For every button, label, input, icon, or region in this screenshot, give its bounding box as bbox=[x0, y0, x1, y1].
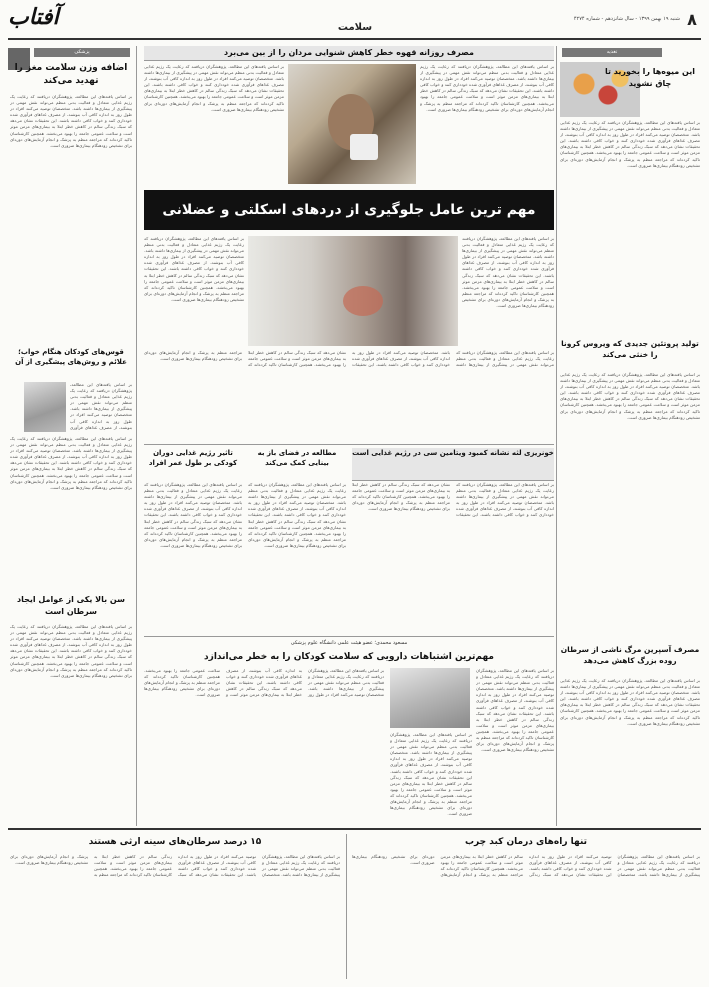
aspirin-headline: مصرف آسپرین مرگ ناشی از سرطان روده بزرگ کاهش می‌دهد bbox=[560, 645, 700, 665]
coffee-headline: مصرف روزانه قهوه خطر کاهش شنوایی مردان را از بین می‌برد bbox=[144, 46, 554, 61]
overweight-body: بر اساس یافته‌های این مطالعه، پژوهشگران دریافتند که رعایت یک رژیم غذایی متعادل و فعالیت بدنی منظم می‌تواند نقش مهمی در پیشگیری از بیماری‌ها داشته باشد. متخصصان توصیه می‌کنند افراد در طول روز به اندازه کافی آب بنوشند، از مصرف غذاهای فرآوری شده خودداری کنند و خواب کافی داشته باشند. این تحقیقات نشان می‌دهد که سبک زندگی سالم در کاهش خطر ابتلا به بیماری‌های مزمن موثر است و سلامت عمومی جامعه را بهبود می‌بخشد. همچنین کارشناسان تاکید کرده‌اند که مراجعه منظم به پزشک و انجام آزمایش‌های دوره‌ای برای تشخیص زودهنگام بیماری‌ها ضروری است. bbox=[10, 94, 132, 148]
child-sleep-body-a: بر اساس یافته‌های این مطالعه، پژوهشگران دریافتند که رعایت یک رژیم غذایی متعادل و فعالیت بدنی منظم می‌تواند نقش مهمی در پیشگیری از بیماری‌ها داشته باشد. متخصصان توصیه می‌کنند افراد در طول روز به اندازه کافی آب بنوشند، از مصرف غذاهای فرآوری bbox=[70, 382, 132, 430]
age-cancer-body: بر اساس یافته‌های این مطالعه، پژوهشگران دریافتند که رعایت یک رژیم غذایی متعادل و فعالیت بدنی منظم می‌تواند نقش مهمی در پیشگیری از بیماری‌ها داشته باشد. متخصصان توصیه می‌کنند افراد در طول روز به اندازه کافی آب بنوشند، از مصرف غذاهای فرآوری شده خودداری کنند و خواب کافی داشته باشند. این تحقیقات نشان می‌دهد که سبک زندگی سالم در کاهش خطر ابتلا به بیماری‌های مزمن موثر است و سلامت عمومی جامعه را بهبود می‌بخشد. همچنین کارشناسان تاکید کرده‌اند که مراجعه منظم به پزشک و انجام آزمایش‌های دوره‌ای برای تشخیص زودهنگام بیماری‌ها ضروری است. bbox=[10, 624, 132, 678]
back-pain-photo bbox=[248, 236, 458, 346]
breathing-headline: مطالعه در فضای باز به بینایی کمک می‌کند bbox=[257, 449, 337, 467]
overweight-headline: اضافه وزن سلامت مغز را تهدید می‌کند bbox=[14, 63, 128, 86]
child-sleep-headline: قوس‌های کودکان هنگام خواب؛ علائم و روش‌های پیشگیری از آن bbox=[15, 348, 127, 366]
fruits-headline: این میوه‌ها را بخورید تا چاق نشوید bbox=[605, 67, 695, 88]
column-rule-right bbox=[556, 46, 557, 826]
main-body-b: بر اساس یافته‌های این مطالعه، پژوهشگران دریافتند که رعایت یک رژیم غذایی متعادل و فعالیت بدنی منظم می‌تواند نقش مهمی در پیشگیری از بیماری‌ها داشته باشد. متخصصان توصیه می‌کنند افراد در طول روز به اندازه کافی آب بنوشند، از مصرف غذاهای فرآوری شده خودداری کنند و خواب کافی داشته باشند. این تحقیقات نشان می‌دهد که سبک زندگی سالم در کاهش خطر ابتلا به بیماری‌های مزمن موثر است و سلامت عمومی جامعه را بهبود می‌بخشد. همچنین کارشناسان تاکید کرده‌اند که مراجعه منظم به پزشک و انجام آزمایش‌های دوره‌ای برای تشخیص زودهنگام بیماری‌ها ضروری است. bbox=[462, 236, 554, 309]
main-banner: مهم ترین عامل جلوگیری از دردهای اسکلتی و عضلانی bbox=[144, 190, 554, 230]
fat-body: بر اساس یافته‌های این مطالعه، پژوهشگران دریافتند که رعایت یک رژیم غذایی متعادل و فعالیت بدنی منظم می‌تواند نقش مهمی در پیشگیری از بیماری‌ها داشته باشد. متخصصان توصیه می‌کنند افراد در طول روز به اندازه کافی آب بنوشند، از مصرف غذاهای فرآوری شده خودداری کنند و خواب کافی داشته باشند. این تحقیقات نشان می‌دهد که سبک زندگی سالم در کاهش خطر ابتلا به بیماری‌های مزمن موثر است و سلامت عمومی جامعه را بهبود می‌بخشد. همچنین کارشناسان تاکید کرده‌اند که مراجعه منظم به پزشک و انجام آزمایش‌های دوره‌ای برای تشخیص زودهنگام بیماری‌ها ضروری است. bbox=[352, 854, 700, 878]
main-body-a: بر اساس یافته‌های این مطالعه، پژوهشگران دریافتند که رعایت یک رژیم غذایی متعادل و فعالیت بدنی منظم می‌تواند نقش مهمی در پیشگیری از بیماری‌ها داشته باشد. متخصصان توصیه می‌کنند افراد در طول روز به اندازه کافی آب بنوشند، از مصرف غذاهای فرآوری شده خودداری کنند و خواب کافی داشته باشند. این تحقیقات نشان می‌دهد که سبک زندگی سالم در کاهش خطر ابتلا به بیماری‌های مزمن موثر است و سلامت عمومی جامعه را بهبود می‌بخشد. همچنین کارشناسان تاکید کرده‌اند که مراجعه منظم به پزشک و انجام آزمایش‌های دوره‌ای برای تشخیص زودهنگام بیماری‌ها ضروری است. bbox=[144, 236, 244, 302]
child-diet-body: بر اساس یافته‌های این مطالعه، پژوهشگران دریافتند که رعایت یک رژیم غذایی متعادل و فعالیت بدنی منظم می‌تواند نقش مهمی در پیشگیری از بیماری‌ها داشته باشد. متخصصان توصیه می‌کنند افراد در طول روز به اندازه کافی آب بنوشند، از مصرف غذاهای فرآوری شده خودداری کنند و خواب کافی داشته باشند. این تحقیقات نشان می‌دهد که سبک زندگی سالم در کاهش خطر ابتلا به بیماری‌های مزمن موثر است و سلامت عمومی جامعه را بهبود می‌بخشد. همچنین کارشناسان تاکید کرده‌اند که مراجعه منظم به پزشک و انجام آزمایش‌های دوره‌ای برای تشخیص زودهنگام بیماری‌ها ضروری است. bbox=[144, 482, 242, 548]
child-sleep-photo bbox=[24, 382, 66, 432]
age-cancer-headline: سن بالا یکی از عوامل ایجاد سرطان است bbox=[17, 595, 125, 616]
child-drug-body-b: بر اساس یافته‌های این مطالعه، پژوهشگران دریافتند که رعایت یک رژیم غذایی متعادل و فعالیت بدنی منظم می‌تواند نقش مهمی در پیشگیری از بیماری‌ها داشته باشد. متخصصان توصیه می‌کنند افراد در طول روز به اندازه کافی آب بنوشند، از مصرف غذاهای فرآوری شده خودداری کنند و خواب کافی داشته باشند. این تحقیقات نشان می‌دهد که سبک زندگی سالم در کاهش خطر ابتلا به بیماری‌های مزمن موثر است و سلامت عمومی جامعه را بهبود می‌بخشد. همچنین کارشناسان تاکید کرده‌اند که مراجعه منظم به پزشک و انجام آزمایش‌های دوره‌ای برای تشخیص زودهنگام بیماری‌ها ضروری است. bbox=[476, 668, 554, 753]
masthead-rule bbox=[8, 38, 701, 40]
coffee-photo bbox=[288, 64, 416, 184]
cancer15-headline: ۱۵ درصد سرطان‌های سینه ارثی هستند bbox=[88, 837, 262, 847]
coffee-body-b: بر اساس یافته‌های این مطالعه، پژوهشگران دریافتند که رعایت یک رژیم غذایی متعادل و فعالیت بدنی منظم می‌تواند نقش مهمی در پیشگیری از بیماری‌ها داشته باشد. متخصصان توصیه می‌کنند افراد در طول روز به اندازه کافی آب بنوشند، از مصرف غذاهای فرآوری شده خودداری کنند و خواب کافی داشته باشند. این تحقیقات نشان می‌دهد که سبک زندگی سالم در کاهش خطر ابتلا به بیماری‌های مزمن موثر است و سلامت عمومی جامعه را بهبود می‌بخشد. همچنین کارشناسان تاکید کرده‌اند که مراجعه منظم به پزشک و انجام آزمایش‌های دوره‌ای برای تشخیص زودهنگام بیماری‌ها ضروری است. bbox=[420, 64, 554, 112]
breathing-body: بر اساس یافته‌های این مطالعه، پژوهشگران دریافتند که رعایت یک رژیم غذایی متعادل و فعالیت بدنی منظم می‌تواند نقش مهمی در پیشگیری از بیماری‌ها داشته باشد. متخصصان توصیه می‌کنند افراد در طول روز به اندازه کافی آب بنوشند، از مصرف غذاهای فرآوری شده خودداری کنند و خواب کافی داشته باشند. این تحقیقات نشان می‌دهد که سبک زندگی سالم در کاهش خطر ابتلا به بیماری‌های مزمن موثر است و سلامت عمومی جامعه را بهبود می‌بخشد. همچنین کارشناسان تاکید کرده‌اند که مراجعه منظم به پزشک و انجام آزمایش‌های دوره‌ای برای تشخیص زودهنگام بیماری‌ها ضروری است. bbox=[248, 482, 346, 548]
bottom-column-rule bbox=[346, 834, 347, 979]
vitamin-d-body: بر اساس یافته‌های این مطالعه، پژوهشگران دریافتند که رعایت یک رژیم غذایی متعادل و فعالیت بدنی منظم می‌تواند نقش مهمی در پیشگیری از بیماری‌ها داشته باشد. متخصصان توصیه می‌کنند افراد در طول روز به اندازه کافی آب بنوشند، از مصرف غذاهای فرآوری شده خودداری کنند و خواب کافی داشته باشند. این تحقیقات نشان می‌دهد که سبک زندگی سالم در کاهش خطر ابتلا به بیماری‌های مزمن موثر است و سلامت عمومی جامعه را بهبود می‌بخشد. همچنین کارشناسان تاکید کرده‌اند که مراجعه منظم به پزشک و انجام آزمایش‌های دوره‌ای برای تشخیص زودهنگام بیماری‌ها ضروری است. bbox=[352, 482, 554, 518]
newspaper-logo: آفتاب bbox=[8, 4, 59, 30]
bottom-rule bbox=[8, 828, 701, 830]
lower-rule bbox=[144, 636, 554, 637]
column-rule-left bbox=[136, 46, 137, 826]
protein-body: بر اساس یافته‌های این مطالعه، پژوهشگران دریافتند که رعایت یک رژیم غذایی متعادل و فعالیت بدنی منظم می‌تواند نقش مهمی در پیشگیری از بیماری‌ها داشته باشد. متخصصان توصیه می‌کنند افراد در طول روز به اندازه کافی آب بنوشند، از مصرف غذاهای فرآوری شده خودداری کنند و خواب کافی داشته باشند. این تحقیقات نشان می‌دهد که سبک زندگی سالم در کاهش خطر ابتلا به بیماری‌های مزمن موثر است و سلامت عمومی جامعه را بهبود می‌بخشد. همچنین کارشناسان تاکید کرده‌اند که مراجعه منظم به پزشک و انجام آزمایش‌های دوره‌ای برای تشخیص زودهنگام بیماری‌ها ضروری است. bbox=[560, 372, 700, 420]
child-drug-body-a: بر اساس یافته‌های این مطالعه، پژوهشگران دریافتند که رعایت یک رژیم غذایی متعادل و فعالیت بدنی منظم می‌تواند نقش مهمی در پیشگیری از بیماری‌ها داشته باشد. متخصصان توصیه می‌کنند افراد در طول روز به اندازه کافی آب بنوشند، از مصرف غذاهای فرآوری شده خودداری کنند و خواب کافی داشته باشند. این تحقیقات نشان می‌دهد که سبک زندگی سالم در کاهش خطر ابتلا به بیماری‌های مزمن موثر است و سلامت عمومی جامعه را بهبود می‌بخشد. همچنین کارشناسان تاکید کرده‌اند که مراجعه منظم به پزشک و انجام آزمایش‌های دوره‌ای برای تشخیص زودهنگام بیماری‌ها ضروری است. bbox=[144, 668, 384, 698]
page-number: ۸ bbox=[687, 10, 697, 29]
section-tag-right: تغذیه bbox=[562, 48, 662, 57]
child-drug-kicker: مسعود محمدی؛ عضو هیئت علمی دانشگاه علوم پزشکی bbox=[290, 640, 408, 646]
fat-headline: تنها راه‌های درمان کبد چرب bbox=[464, 837, 588, 847]
issue-line: شنبه ۱۹ بهمن ۱۳۹۹ - سال شانزدهم - شماره ۴۲۷۴ bbox=[573, 16, 680, 22]
aspirin-body: بر اساس یافته‌های این مطالعه، پژوهشگران دریافتند که رعایت یک رژیم غذایی متعادل و فعالیت بدنی منظم می‌تواند نقش مهمی در پیشگیری از بیماری‌ها داشته باشد. متخصصان توصیه می‌کنند افراد در طول روز به اندازه کافی آب بنوشند، از مصرف غذاهای فرآوری شده خودداری کنند و خواب کافی داشته باشند. این تحقیقات نشان می‌دهد که سبک زندگی سالم در کاهش خطر ابتلا به بیماری‌های مزمن موثر است و سلامت عمومی جامعه را بهبود می‌بخشد. همچنین کارشناسان تاکید کرده‌اند که مراجعه منظم به پزشک و انجام آزمایش‌های دوره‌ای برای تشخیص زودهنگام بیماری‌ها ضروری است. bbox=[560, 678, 700, 726]
cancer15-body: بر اساس یافته‌های این مطالعه، پژوهشگران دریافتند که رعایت یک رژیم غذایی متعادل و فعالیت بدنی منظم می‌تواند نقش مهمی در پیشگیری از بیماری‌ها داشته باشد. متخصصان توصیه می‌کنند افراد در طول روز به اندازه کافی آب بنوشند، از مصرف غذاهای فرآوری شده خودداری کنند و خواب کافی داشته باشند. این تحقیقات نشان می‌دهد که سبک زندگی سالم در کاهش خطر ابتلا به بیماری‌های مزمن موثر است و سلامت عمومی جامعه را بهبود می‌بخشد. همچنین کارشناسان تاکید کرده‌اند که مراجعه منظم به پزشک و انجام آزمایش‌های دوره‌ای برای تشخیص زودهنگام بیماری‌ها ضروری است. bbox=[10, 854, 340, 878]
main-body-c: بر اساس یافته‌های این مطالعه، پژوهشگران دریافتند که رعایت یک رژیم غذایی متعادل و فعالیت بدنی منظم می‌تواند نقش مهمی در پیشگیری از بیماری‌ها داشته باشد. متخصصان توصیه می‌کنند افراد در طول روز به اندازه کافی آب بنوشند، از مصرف غذاهای فرآوری شده خودداری کنند و خواب کافی داشته باشند. این تحقیقات نشان می‌دهد که سبک زندگی سالم در کاهش خطر ابتلا به بیماری‌های مزمن موثر است و سلامت عمومی جامعه را بهبود می‌بخشد. همچنین کارشناسان تاکید کرده‌اند که مراجعه منظم به پزشک و انجام آزمایش‌های دوره‌ای برای تشخیص زودهنگام بیماری‌ها ضروری است. bbox=[144, 350, 554, 368]
child-drug-headline: مهم‌ترین اشتباهات دارویی که سلامت کودکان را به خطر می‌اندازد bbox=[204, 652, 494, 662]
child-diet-headline: تاثیر رژیم غذایی دوران کودکی بر طول عمر افراد bbox=[148, 449, 238, 467]
vitamin-d-headline: خونریزی لثه نشانه کمبود ویتامین سی در رژیم غذایی است bbox=[352, 448, 554, 481]
child-sleep-body-b: بر اساس یافته‌های این مطالعه، پژوهشگران دریافتند که رعایت یک رژیم غذایی متعادل و فعالیت بدنی منظم می‌تواند نقش مهمی در پیشگیری از بیماری‌ها داشته باشد. متخصصان توصیه می‌کنند افراد در طول روز به اندازه کافی آب بنوشند، از مصرف غذاهای فرآوری شده خودداری کنند و خواب کافی داشته باشند. این تحقیقات نشان می‌دهد که سبک زندگی سالم در کاهش خطر ابتلا به بیماری‌های مزمن موثر است و سلامت عمومی جامعه را بهبود می‌بخشد. همچنین کارشناسان تاکید کرده‌اند که مراجعه منظم به پزشک و انجام آزمایش‌های دوره‌ای برای تشخیص زودهنگام بیماری‌ها ضروری است. bbox=[10, 436, 132, 490]
coffee-body-a: بر اساس یافته‌های این مطالعه، پژوهشگران دریافتند که رعایت یک رژیم غذایی متعادل و فعالیت بدنی منظم می‌تواند نقش مهمی در پیشگیری از بیماری‌ها داشته باشد. متخصصان توصیه می‌کنند افراد در طول روز به اندازه کافی آب بنوشند، از مصرف غذاهای فرآوری شده خودداری کنند و خواب کافی داشته باشند. این تحقیقات نشان می‌دهد که سبک زندگی سالم در کاهش خطر ابتلا به بیماری‌های مزمن موثر است و سلامت عمومی جامعه را بهبود می‌بخشد. همچنین کارشناسان تاکید کرده‌اند که مراجعه منظم به پزشک و انجام آزمایش‌های دوره‌ای برای تشخیص زودهنگام بیماری‌ها ضروری است. bbox=[144, 64, 284, 112]
protein-headline: تولید پروتئین جدیدی که ویروس کرونا را خنثی می‌کند bbox=[561, 339, 699, 359]
section-tag-left: پزشکی bbox=[34, 48, 130, 57]
child-drug-body-c: بر اساس یافته‌های این مطالعه، پژوهشگران دریافتند که رعایت یک رژیم غذایی متعادل و فعالیت بدنی منظم می‌تواند نقش مهمی در پیشگیری از بیماری‌ها داشته باشد. متخصصان توصیه می‌کنند افراد در طول روز به اندازه کافی آب بنوشند، از مصرف غذاهای فرآوری شده خودداری کنند و خواب کافی داشته باشند. این تحقیقات نشان می‌دهد که سبک زندگی سالم در کاهش خطر ابتلا به بیماری‌های مزمن موثر است و سلامت عمومی جامعه را بهبود می‌بخشد. همچنین کارشناسان تاکید کرده‌اند که مراجعه منظم به پزشک و انجام آزمایش‌های دوره‌ای برای تشخیص زودهنگام بیماری‌ها ضروری است. bbox=[390, 732, 472, 817]
section-title: سلامت bbox=[337, 22, 373, 33]
mid-rule bbox=[144, 444, 554, 445]
child-drug-photo bbox=[390, 668, 470, 728]
fruits-body: بر اساس یافته‌های این مطالعه، پژوهشگران دریافتند که رعایت یک رژیم غذایی متعادل و فعالیت بدنی منظم می‌تواند نقش مهمی در پیشگیری از بیماری‌ها داشته باشد. متخصصان توصیه می‌کنند افراد در طول روز به اندازه کافی آب بنوشند، از مصرف غذاهای فرآوری شده خودداری کنند و خواب کافی داشته باشند. این تحقیقات نشان می‌دهد که سبک زندگی سالم در کاهش خطر ابتلا به بیماری‌های مزمن موثر است و سلامت عمومی جامعه را بهبود می‌بخشد. همچنین کارشناسان تاکید کرده‌اند که مراجعه منظم به پزشک و انجام آزمایش‌های دوره‌ای برای تشخیص زودهنگام بیماری‌ها ضروری است. bbox=[560, 120, 700, 168]
